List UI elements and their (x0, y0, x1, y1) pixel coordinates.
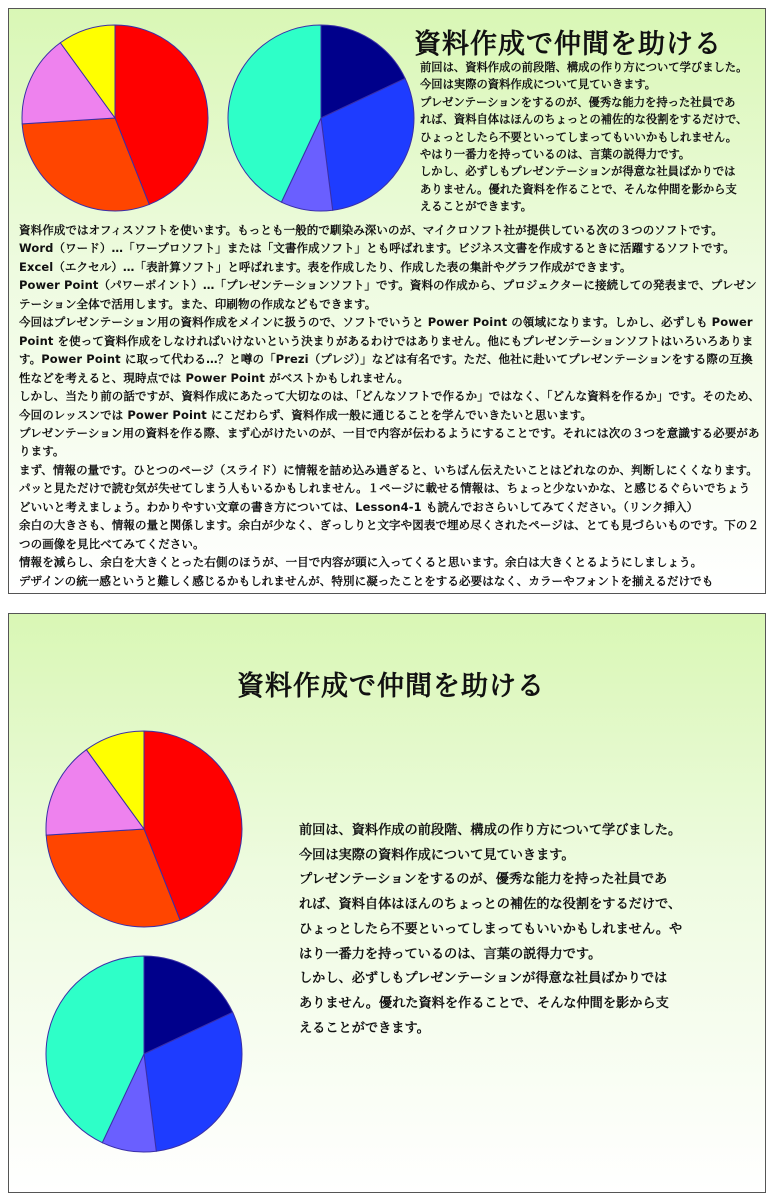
intro-line: えることができます。 (299, 1020, 430, 1036)
slide-dense (8, 8, 766, 594)
body-paragraph: 余白の大きさも、情報の量と関係します。余白が少なく、ぎっしりと文字や図表で埋め尽くされたページは、とても見づらいものです。下の２つの画像を見比べてみてください。 (19, 518, 760, 551)
body-paragraph: 今回はプレゼンテーション用の資料作成をメインに扱うので、ソフトでいうと Power Point の領域になります。しかし、必ずしも Power Point を使って資料作成をしなければいけないという決まりがあるわけではありません。他にもプレゼンテーションソフトはいろいろあります。Power Point に取って代わる…？と噂の「Prezi（プレジ）」などは有名です。ただ、他社に赴いてプレゼンテーションをする際の互換性などを考えると、現時点では Power Point がベストかもしれません。 (19, 315, 754, 385)
body-paragraph: しかし、当たり前の話ですが、資料作成にあたって大切なのは、「どんなソフトで作るか」ではなく、「どんな資料を作るか」です。そのため、今回のレッスンでは Power Point にこだわらず、資料作成一般に通じることを学んでいきたいと思います。 (19, 389, 760, 422)
intro-line: ひょっとしたら不要といってしまってもいいかもしれません。 (420, 130, 737, 144)
intro-line: 前回は、資料作成の前段階、構成の作り方について学びました。 (420, 61, 748, 74)
body-paragraph: まず、情報の量です。ひとつのページ（スライド）に情報を詰め込み過ぎると、いちばん伝えたいことはどれなのか、判断しにくくなります。パッと見ただけで読む気が失せてしまう人もいるかもしれません。１ページに載せる情報は、ちょっと少ないかな、と感じるぐらいでちょうどいいと考えましょう。わかりやすい文章の書き方については、Lesson4-1 も読んでおさらいしてみてください。（リンク挿入） (19, 462, 758, 514)
intro-line: れば、資料自体はほんのちょっとの補佐的な役割をするだけで、 (420, 113, 748, 127)
body-text (19, 221, 761, 590)
intro-line: やはり一番力を持っているのは、言葉の説得力です。 (420, 148, 691, 162)
intro-line: 今回は実際の資料作成について見ていきます。 (299, 847, 575, 863)
intro-line: ありません。優れた資料を作ることで、そんな仲間を影から支 (299, 995, 669, 1011)
slide-title: 資料作成で仲間を助ける (414, 29, 722, 60)
pie-chart-cool (44, 954, 244, 1154)
slide-spacious (8, 613, 766, 1193)
intro-line: えることができます。 (420, 200, 533, 214)
slide-title: 資料作成で仲間を助ける (237, 671, 545, 702)
body-paragraph: Excel（エクセル）…「表計算ソフト」と呼ばれます。表を作成したり、作成した表の集計やグラフ作成ができます。 (19, 259, 632, 274)
body-paragraph: デザインの統一感というと難しく感じるかもしれませんが、特別に凝ったことをする必要はなく、カラーやフォントを揃えるだけでも (19, 573, 714, 588)
intro-text (299, 819, 682, 1041)
intro-line: 今回は実際の資料作成について見ていきます。 (420, 78, 657, 92)
pie-chart-warm (44, 729, 244, 929)
intro-line: れば、資料自体はほんのちょっとの補佐的な役割をするだけで、 (299, 897, 682, 913)
intro-text (420, 59, 747, 216)
body-paragraph: プレゼンテーション用の資料を作る際、まず心がけたいのが、一目で内容が伝わるようにすることです。それには次の３つを意識する必要があります。 (19, 425, 760, 459)
intro-line: はり一番力を持っているのは、言葉の説得力です。 (299, 946, 602, 962)
pie-chart-cool (224, 23, 418, 213)
body-paragraph: Power Point（パワーポイント）…「プレゼンテーションソフト」です。資料の作成から、プロジェクターに接続しての発表まで、プレゼンテーション全体で活用します。また、印刷物の作成などもできます。 (19, 278, 757, 311)
body-paragraph: Word（ワード）…「ワープロソフト」または「文書作成ソフト」とも呼ばれます。ビジネス文書を作成するときに活躍するソフトです。 (19, 241, 735, 256)
intro-line: しかし、必ずしもプレゼンテーションが得意な社員ばかりでは (299, 971, 668, 987)
body-paragraph: 情報を減らし、余白を大きくとった右側のほうが、一目で内容が頭に入ってくると思います。余白は大きくとるようにしましょう。 (19, 555, 703, 570)
pie-chart-warm (18, 23, 212, 213)
body-paragraph: 資料作成ではオフィスソフトを使います。もっとも一般的で馴染み深いのが、マイクロソフト社が提供している次の３つのソフトです。 (19, 223, 723, 237)
intro-line: ありません。優れた資料を作ることで、そんな仲間を影から支 (420, 182, 737, 196)
intro-line: プレゼンテーションをするのが、優秀な能力を持った社員であ (299, 872, 668, 888)
intro-line: プレゼンテーションをするのが、優秀な能力を持った社員であ (420, 95, 736, 109)
intro-line: 前回は、資料作成の前段階、構成の作り方について学びました。 (299, 823, 682, 838)
intro-line: しかし、必ずしもプレゼンテーションが得意な社員ばかりでは (420, 165, 736, 179)
intro-line: ひょっとしたら不要といってしまってもいいかもしれません。や (299, 921, 683, 937)
